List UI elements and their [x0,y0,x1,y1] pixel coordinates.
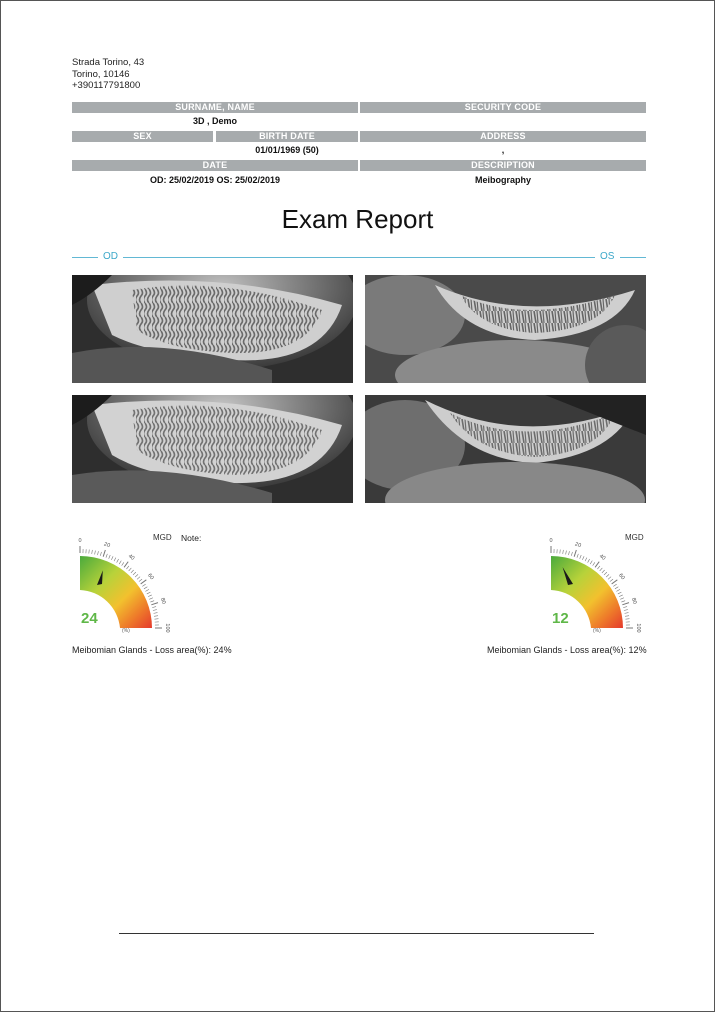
os-tick [582,556,584,560]
od-tick [145,589,148,591]
security-code-header: SECURITY CODE [360,102,646,113]
os-unit-label: (%) [593,628,601,634]
os-tick [615,587,618,589]
od-meibography-image-2 [72,395,353,503]
od-tick [153,610,157,611]
os-tick [622,603,629,605]
os-tick-label: 20 [574,541,582,550]
os-tick [616,589,619,591]
od-tick [119,561,121,564]
od-tick [117,559,119,562]
od-tick [151,603,158,605]
od-tick [133,572,136,575]
od-meibography-image-1 [72,275,353,383]
od-gauge-value: 24 [81,610,98,627]
os-tick [563,550,564,554]
od-tick [114,558,116,562]
od-note-label: Note: [181,533,202,543]
od-tick-label: 20 [103,541,111,550]
os-tick [595,562,599,568]
od-loss-area-text: Meibomian Glands - Loss area(%): 24% [72,645,232,655]
os-tick [571,552,572,556]
os-rule-right [620,257,646,258]
os-label: OS [600,251,615,262]
od-tick-label: 100 [164,623,170,633]
birth-date-header: BIRTH DATE [216,131,358,142]
od-mgd-label: MGD [153,533,172,542]
od-tick [111,556,113,560]
date-value: OD: 25/02/2019 OS: 25/02/2019 [149,175,281,185]
od-tick-label: 40 [126,553,136,562]
os-tick [577,554,578,558]
footer-rule [119,933,594,934]
os-meibography-image-2 [365,395,646,503]
os-tick [625,613,629,614]
od-tick [142,584,145,586]
od-tick-label: 80 [158,597,167,605]
os-tick [619,595,623,597]
description-value: Meibography [474,175,531,185]
address-phone: +390117791800 [72,80,141,91]
od-tick [144,587,147,589]
od-tick [150,601,154,602]
report-title: Exam Report [281,204,434,234]
address-line-1: Strada Torino, 43 [72,57,145,68]
surname-name-value: 3D , Demo [192,116,237,126]
surname-name-header: SURNAME, NAME [72,102,358,113]
address-header: ADDRESS [360,131,646,142]
os-tick [606,574,609,577]
os-gauge-value: 12 [552,610,569,627]
os-tick-label: 0 [549,538,553,544]
os-tick [620,598,624,600]
os-tick [613,584,616,586]
od-tick [98,551,99,555]
address-value: , [501,145,505,155]
od-tick [137,577,140,580]
os-meibography-image-1 [365,275,646,383]
eye-divider-rule [123,257,595,258]
od-tick [135,574,138,577]
os-mgd-label: MGD [625,533,644,542]
od-tick [122,562,124,565]
od-tick-label: 0 [78,538,82,544]
od-tick [149,598,153,600]
od-tick [92,550,93,554]
os-tick [604,572,607,575]
description-header: DESCRIPTION [360,160,646,171]
os-tick [593,562,595,565]
od-rule-left [72,257,98,258]
os-tick-label: 60 [617,572,626,582]
os-tick [566,551,567,555]
od-tick [154,613,158,614]
date-header: DATE [72,160,358,171]
od-tick [129,568,132,571]
od-tick [109,555,111,559]
os-tick [623,607,627,608]
od-tick [126,566,128,569]
address-line-2: Torino, 10146 [72,68,130,80]
od-tick [139,579,142,581]
od-tick [141,580,147,584]
od-tick [103,550,105,557]
os-tick-label: 100 [635,623,641,633]
os-tick [600,568,603,571]
os-tick [574,550,576,557]
os-loss-area-text: Meibomian Glands - Loss area(%): 12% [487,645,647,655]
birth-date-value: 01/01/1969 (50) [255,145,319,155]
os-tick [602,570,605,573]
os-tick [608,577,611,580]
sex-header: SEX [72,131,213,142]
os-tick [624,610,628,611]
os-tick [621,601,625,602]
os-tick-label: 80 [629,597,638,605]
od-tick [147,592,151,594]
os-tick [610,579,613,581]
od-label: OD [103,251,118,262]
od-tick [100,552,101,556]
od-tick [106,554,107,558]
os-tick [585,558,587,562]
os-tick [612,580,618,584]
os-tick [597,566,599,569]
od-tick [154,616,158,617]
od-tick-label: 60 [146,572,155,582]
os-tick [590,561,592,564]
od-tick [124,562,128,568]
od-tick [131,570,134,573]
od-tick [148,595,152,597]
clinic-address [72,57,144,92]
os-tick [588,559,590,562]
os-tick [625,616,629,617]
od-tick [95,551,96,555]
os-tick-label: 40 [597,553,607,562]
os-tick [569,551,570,555]
od-tick [152,607,156,608]
os-tick [618,592,622,594]
od-unit-label: (%) [122,628,130,634]
os-tick [580,555,582,559]
